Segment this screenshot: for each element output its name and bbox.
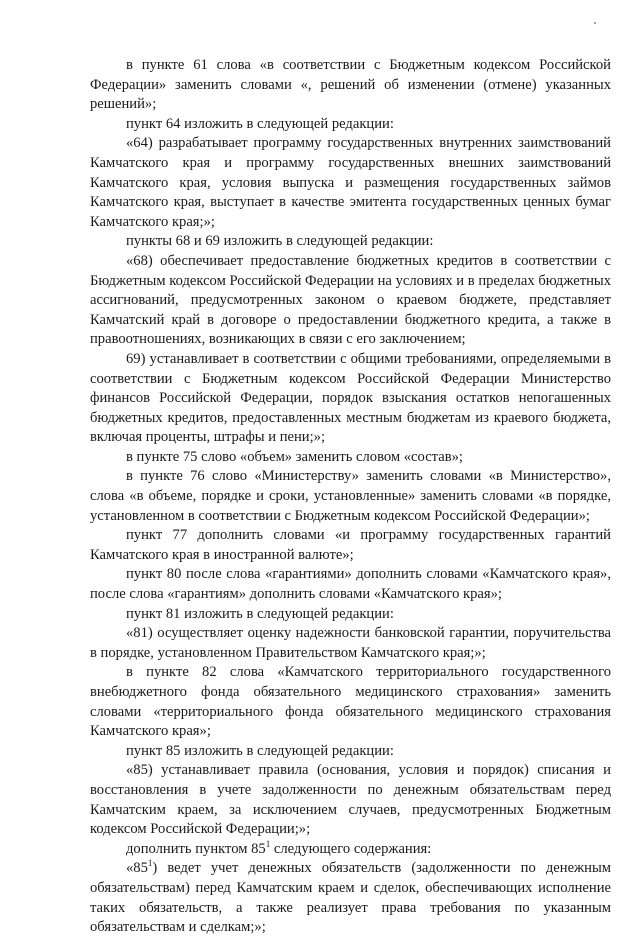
paragraph: пункт 77 дополнить словами «и программу государственных гарантий Камчатского края в иностранной валюте»; xyxy=(90,527,611,563)
paragraph: пункт 81 изложить в следующей редакции: xyxy=(126,605,394,622)
paragraph: в пункте 82 слова «Камчатского территориального государственного внебюджетного фонда обязательного медицинского страхования» заменить словами «территориального фонда обязательного медицинского страхования Камчатского края»; xyxy=(90,664,611,740)
paragraph: пункт 85 изложить в следующей редакции: xyxy=(126,742,394,759)
paragraph-with-superscript xyxy=(90,840,611,860)
paragraph: «81) осуществляет оценку надежности банковской гарантии, поручительства в порядке, установленном Правительством Камчатского края;»; xyxy=(90,625,611,661)
paragraph: пункты 68 и 69 изложить в следующей редакции: xyxy=(126,233,434,250)
paragraph: «68) обеспечивает предоставление бюджетных кредитов в соответствии с Бюджетным кодексом Российской Федерации на условиях и в пределах бюджетных ассигнований, предусмотренных законом о краевом бюджете, представляет Камчатский край в договоре о предоставлении бюджетного кредита, а также в правоотношениях, возникающих в связи с его заключением; xyxy=(90,252,611,348)
paragraph: в пункте 75 слово «объем» заменить словом «состав»; xyxy=(126,448,463,465)
paragraph-text: дополнить пунктом 85 xyxy=(126,840,266,857)
paragraph: пункт 80 после слова «гарантиями» дополнить словами «Камчатского края», после слова «гарантиям» дополнить словами «Камчатского края»; xyxy=(90,566,611,603)
paragraph: 69) устанавливает в соответствии с общими требованиями, определяемыми в соответствии с Бюджетным кодексом Российской Федерации Министерство финансов Российской Федерации, порядок взыскания остатков непогашенных бюджетных кредитов, предоставленных местным бюджетам из краевого бюджета, включая проценты, штрафы и пени;»; xyxy=(90,350,611,446)
paragraph: в пункте 76 слово «Министерству» заменить словами «в Министерство», слова «в объеме, порядке и сроки, установленные» заменить словами «в порядке, установленном в соответствии с Бюджетным кодексом Российской Федерации»; xyxy=(90,468,611,524)
paragraph-text: ) ведет учет денежных обязательств (задолженности по денежным обязательствам) перед Камчатским краем и сделок, обеспечивающих исполнение таких обязательств, а также реализует права требования по указанным обязательствам и сделкам;»; xyxy=(90,860,611,936)
scan-speck xyxy=(594,22,596,24)
paragraph: пункт 64 изложить в следующей редакции: xyxy=(126,115,394,132)
document-body xyxy=(90,56,611,938)
paragraph: в пункте 61 слова «в соответствии с Бюджетным кодексом Российской Федерации» заменить словами «, решений об изменении (отмене) указанных решений»; xyxy=(90,57,611,113)
paragraph: «85) устанавливает правила (основания, условия и порядок) списания и восстановления в учете задолженности по денежным обязательствам перед Камчатским краем, за исключением случаев, предусмотренных Бюджетным кодексом Российской Федерации;»; xyxy=(90,762,611,838)
superscript: 1 xyxy=(147,858,153,869)
paragraph-with-superscript xyxy=(90,859,611,937)
paragraph: «64) разрабатывает программу государственных внутренних заимствований Камчатского края и программу государственных внешних заимствований Камчатского края, условия выпуска и размещения государственных займов Камчатского края, выступает в качестве эмитента государственных ценных бумаг Камчатского края;»; xyxy=(90,135,611,230)
paragraph-text: следующего содержания: xyxy=(270,840,432,857)
superscript: 1 xyxy=(265,838,271,849)
paragraph-text: «85 xyxy=(126,860,148,877)
